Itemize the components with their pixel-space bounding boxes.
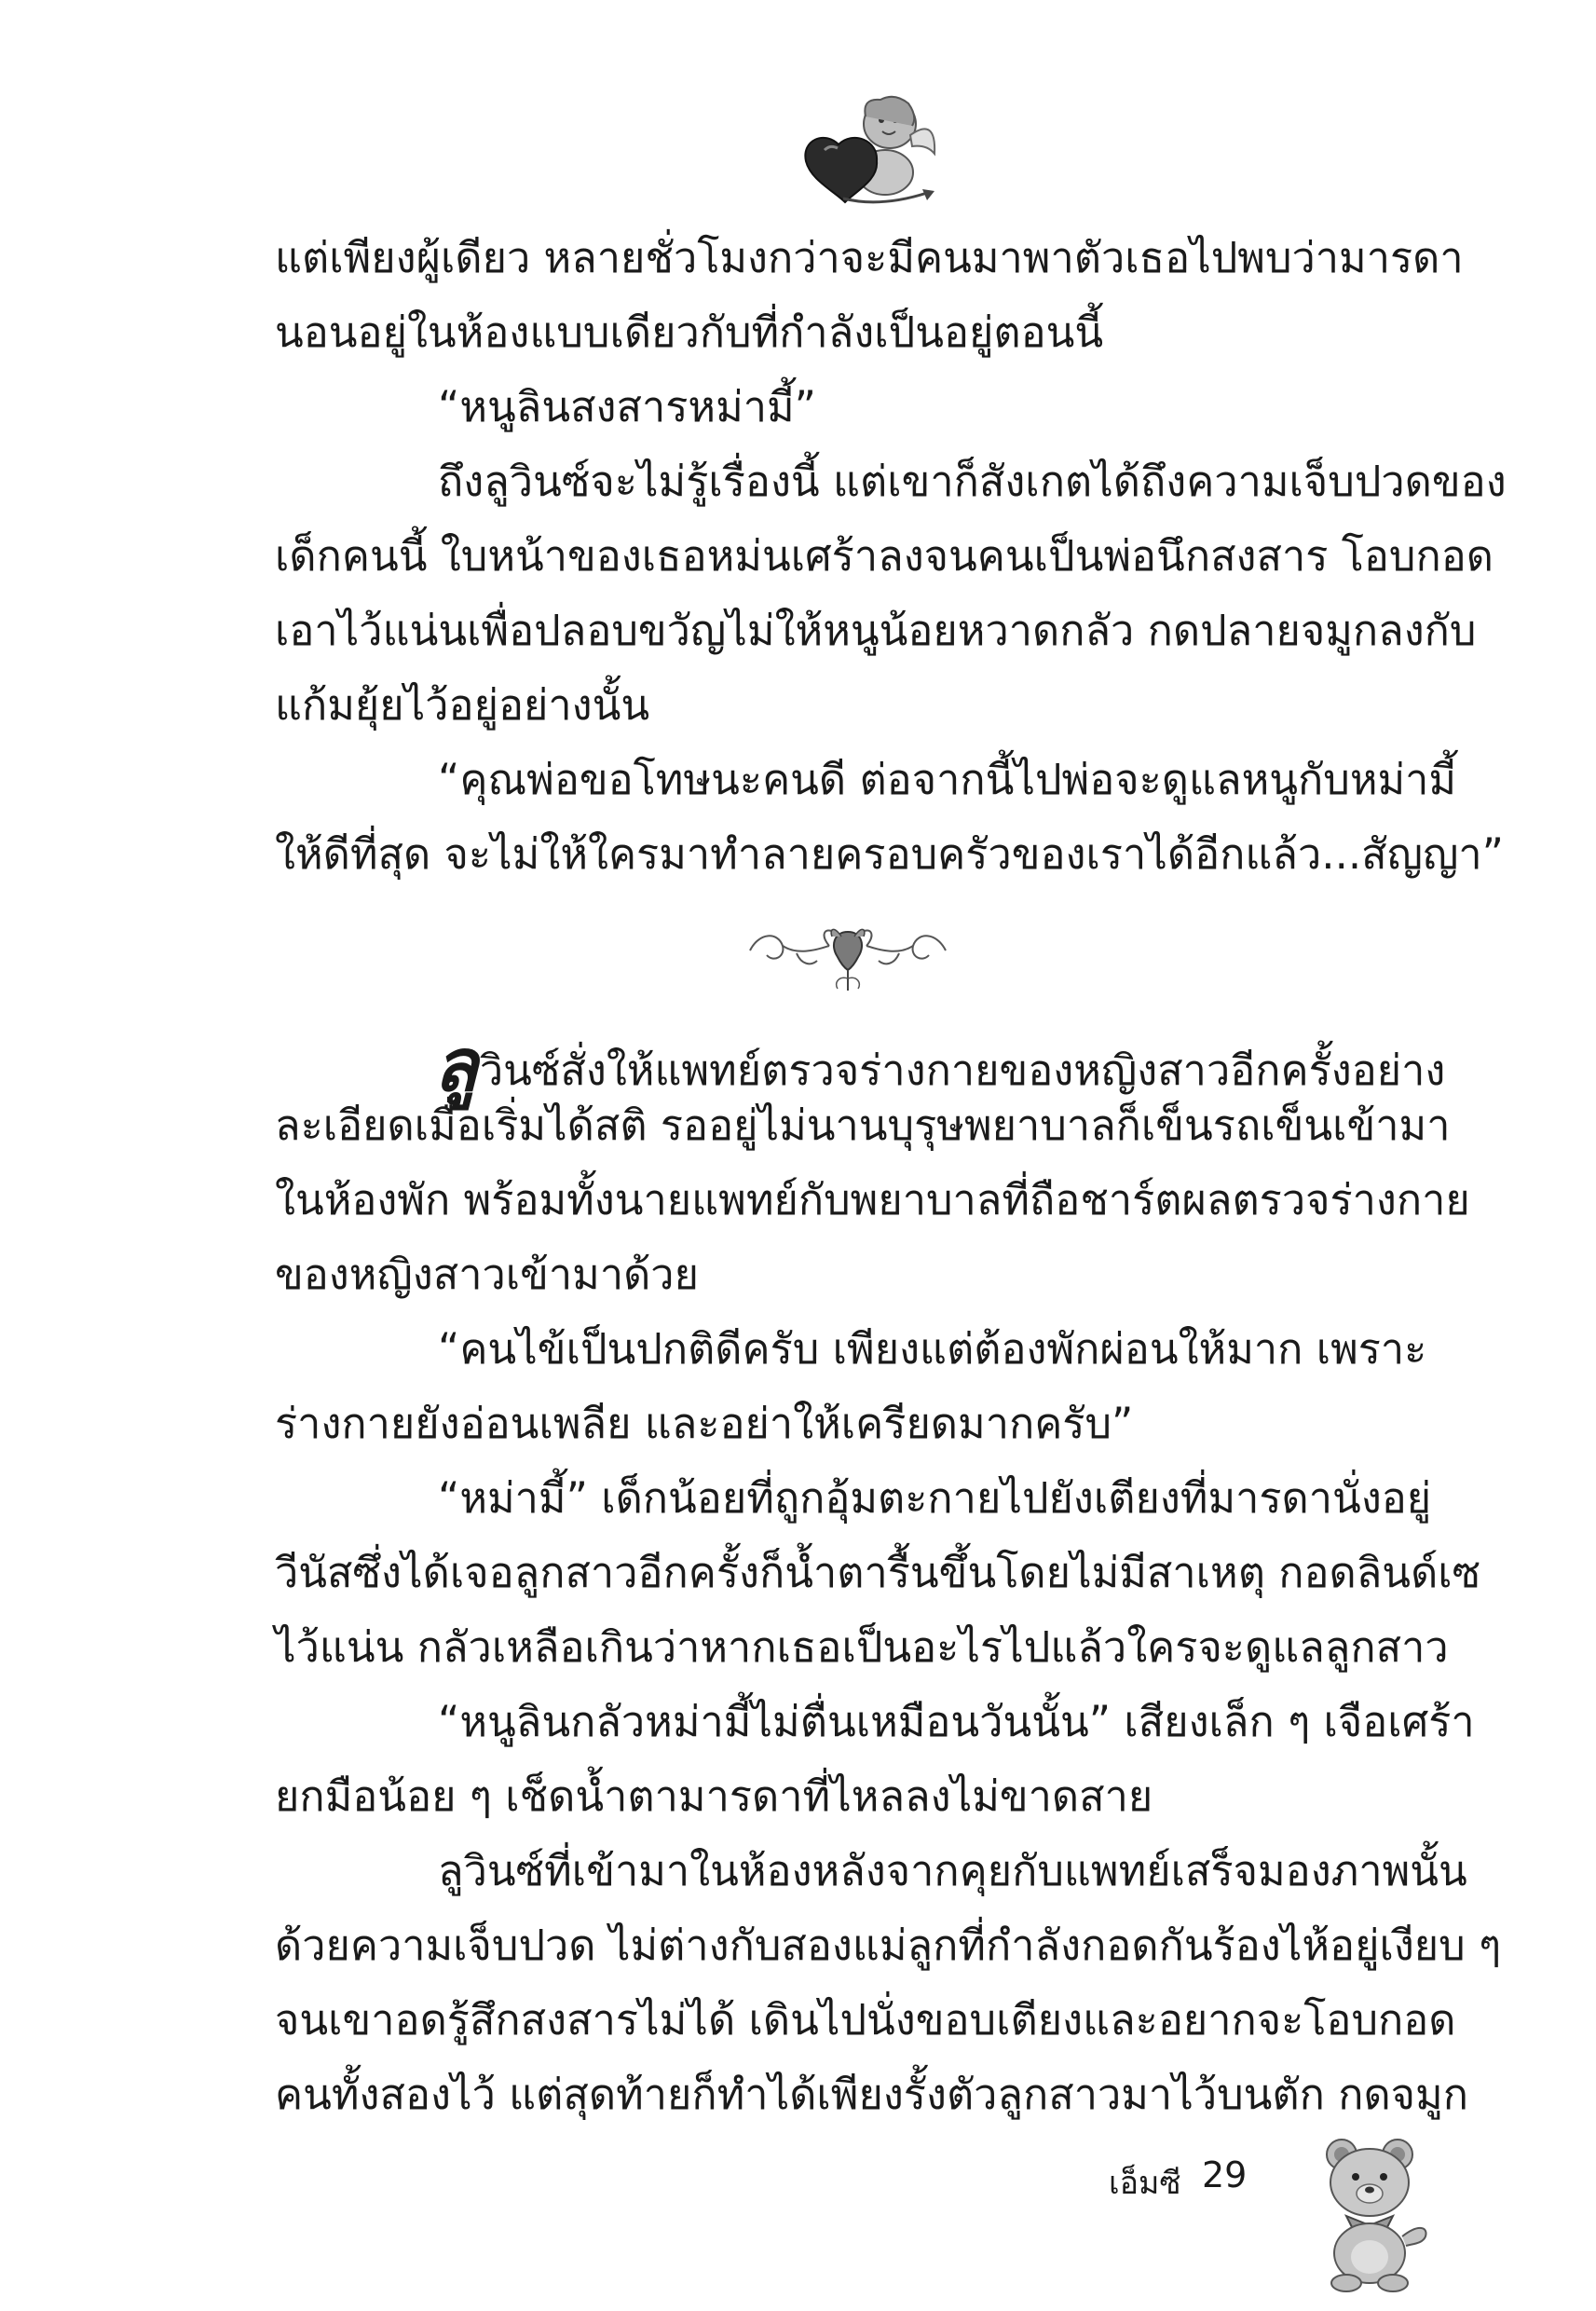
text-line: จนเขาอดรู้สึกสงสารไม่ได้ เดินไปนั่งขอบเตียงและอยากจะโอบกอด xyxy=(275,1995,1456,2044)
text-line: ยกมือน้อย ๆ เช็ดน้ำตามารดาที่ไหลลงไม่ขาดสาย xyxy=(275,1771,1153,1821)
floral-divider-icon xyxy=(741,909,955,997)
drop-cap: ลู xyxy=(433,1023,478,1108)
running-title: เอ็มซี xyxy=(1109,2165,1181,2202)
text-line: ของหญิงสาวเข้ามาด้วย xyxy=(275,1250,699,1299)
text-line: เอาไว้แน่นเพื่อปลอบขวัญไม่ให้หนูน้อยหวาดกลัว กดปลายจมูกลงกับ xyxy=(275,606,1477,655)
text-line: “คนไข้เป็นปกติดีครับ เพียงแต่ต้องพักผ่อนให้มาก เพราะ xyxy=(438,1324,1427,1374)
text-line: นอนอยู่ในห้องแบบเดียวกับที่กำลังเป็นอยู่ตอนนี้ xyxy=(275,308,1104,357)
text-line: ละเอียดเมื่อเริ่มได้สติ รออยู่ไม่นานบุรุษพยาบาลก็เข็นรถเข็นเข้ามา xyxy=(275,1101,1451,1150)
text-line: ร่างกายยังอ่อนเพลีย และอย่าให้เครียดมากครับ” xyxy=(275,1399,1134,1448)
text-line: ลูวินซ์ที่เข้ามาในห้องหลังจากคุยกับแพทย์เสร็จมองภาพนั้น xyxy=(438,1846,1467,1895)
text-line-drop-cap xyxy=(275,1023,1446,1108)
text-line: วีนัสซึ่งได้เจอลูกสาวอีกครั้งก็น้ำตารื้นขึ้นโดยไม่มีสาเหตุ กอดลินด์เซ xyxy=(275,1548,1481,1597)
text-line: “หม่ามี้” เด็กน้อยที่ถูกอุ้มตะกายไปยังเตียงที่มารดานั่งอยู่ xyxy=(438,1473,1432,1523)
page-number: 29 xyxy=(1202,2154,1248,2195)
text-line: ไว้แน่น กลัวเหลือเกินว่าหากเธอเป็นอะไรไปแล้วใครจะดูแลลูกสาว xyxy=(275,1622,1449,1672)
text-line: “คุณพ่อขอโทษนะคนดี ต่อจากนี้ไปพ่อจะดูแลหนูกับหม่ามี้ xyxy=(438,755,1457,804)
text-line: “หนูลินกลัวหม่ามี้ไม่ตื่นเหมือนวันนั้น” เสียงเล็ก ๆ เจือเศร้า xyxy=(438,1697,1475,1746)
text-line: “หนูลินสงสารหม่ามี้” xyxy=(438,382,816,431)
text-line: เด็กคนนี้ ใบหน้าของเธอหม่นเศร้าลงจนคนเป็นพ่อนึกสงสาร โอบกอด xyxy=(275,531,1494,581)
text-line: ด้วยความเจ็บปวด ไม่ต่างกับสองแม่ลูกที่กำลังกอดกันร้องไห้อยู่เงียบ ๆ xyxy=(275,1921,1502,1970)
text-line: ถึงลูวินซ์จะไม่รู้เรื่องนี้ แต่เขาก็สังเกตได้ถึงความเจ็บปวดของ xyxy=(438,457,1507,506)
text-line: คนทั้งสองไว้ แต่สุดท้ายก็ทำได้เพียงรั้งตัวลูกสาวมาไว้บนตัก กดจมูก xyxy=(275,2070,1468,2119)
text-line: ให้ดีที่สุด จะไม่ให้ใครมาทำลายครอบครัวของเราได้อีกแล้ว...สัญญา” xyxy=(275,829,1504,879)
teddy-bear-icon xyxy=(1309,2134,1435,2292)
text-line: วินซ์สั่งให้แพทย์ตรวจร่างกายของหญิงสาวอีกครั้งอย่าง xyxy=(479,1046,1446,1095)
cupid-heart-icon xyxy=(787,89,941,214)
text-line: แก้มยุ้ยไว้อยู่อย่างนั้น xyxy=(275,680,650,730)
text-line: แต่เพียงผู้เดียว หลายชั่วโมงกว่าจะมีคนมาพาตัวเธอไปพบว่ามารดา xyxy=(275,233,1464,282)
text-line: ในห้องพัก พร้อมทั้งนายแพทย์กับพยาบาลที่ถือชาร์ตผลตรวจร่างกาย xyxy=(275,1175,1470,1224)
